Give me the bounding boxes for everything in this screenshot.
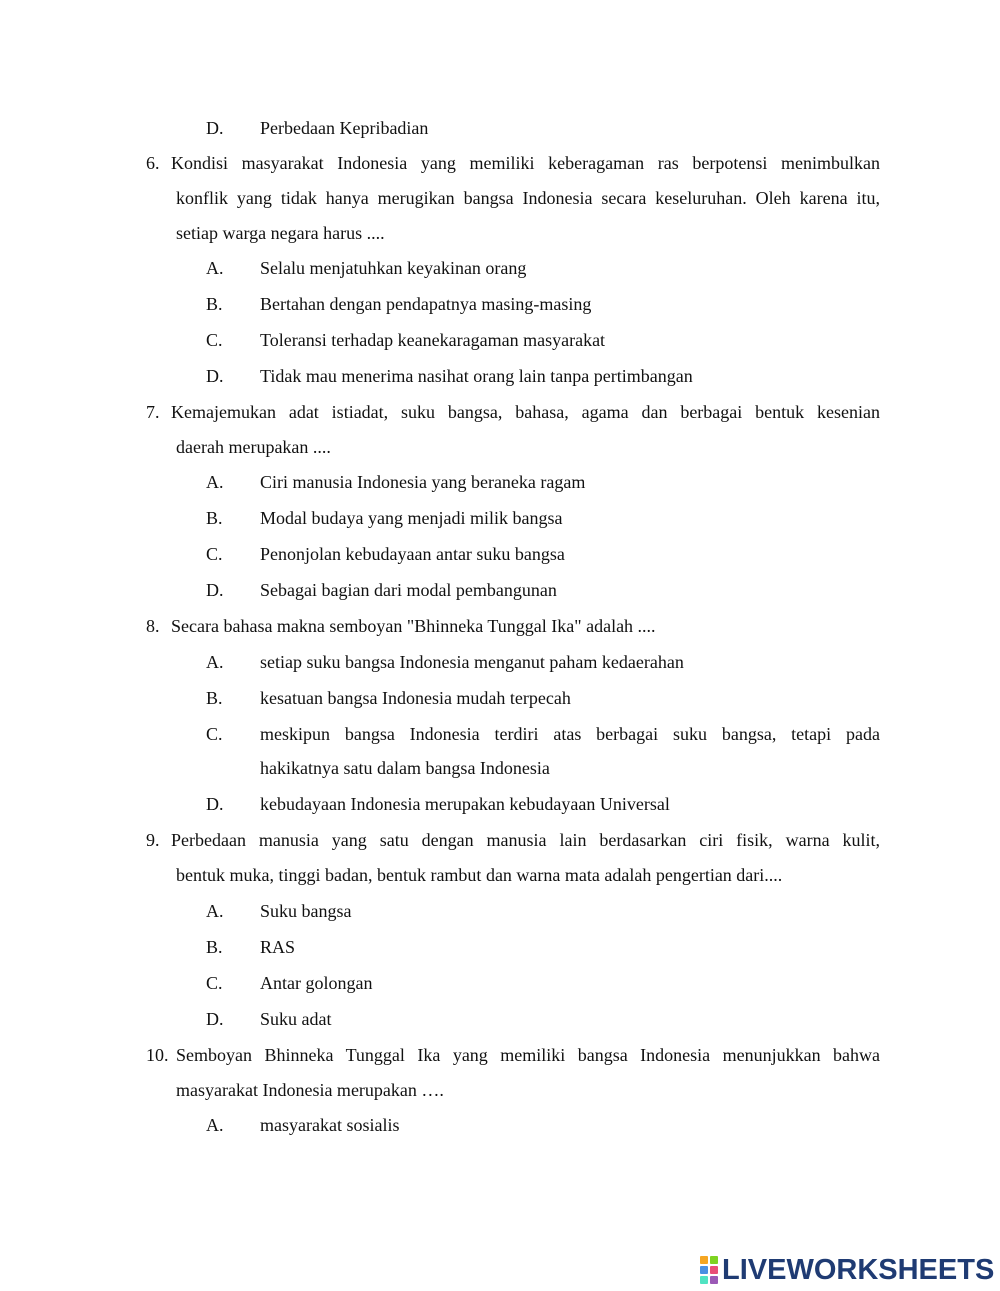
- question-line: bentuk muka, tinggi badan, bentuk rambut dan warna mata adalah pengertian dari....: [176, 865, 783, 885]
- option-text: Antar golongan: [260, 973, 373, 993]
- question-6: [146, 146, 880, 251]
- option-text: Selalu menjatuhkan keyakinan orang: [260, 258, 527, 278]
- option-6b[interactable]: [206, 286, 880, 322]
- option-letter: D.: [206, 366, 224, 386]
- option-9b[interactable]: [206, 929, 880, 965]
- question-line: Kondisi masyarakat Indonesia yang memiliki keberagaman ras berpotensi menimbulkan: [171, 153, 880, 173]
- option-letter: B.: [206, 508, 223, 528]
- option-text: Sebagai bagian dari modal pembangunan: [260, 580, 557, 600]
- option-text: Suku bangsa: [260, 901, 352, 921]
- question-line: Secara bahasa makna semboyan "Bhinneka Tunggal Ika" adalah ....: [171, 616, 656, 636]
- option-6d[interactable]: [206, 358, 880, 394]
- question-line: konflik yang tidak hanya merugikan bangsa Indonesia secara keseluruhan. Oleh karena itu,: [176, 188, 880, 208]
- option-text: RAS: [260, 937, 296, 957]
- option-6c[interactable]: [206, 322, 880, 358]
- option-text: Suku adat: [260, 1009, 332, 1029]
- option-text: Ciri manusia Indonesia yang beraneka ragam: [260, 472, 586, 492]
- option-text: kesatuan bangsa Indonesia mudah terpecah: [260, 688, 571, 708]
- question-line: masyarakat Indonesia merupakan ….: [176, 1080, 444, 1100]
- option-letter: B.: [206, 937, 223, 957]
- option-letter: B.: [206, 688, 223, 708]
- option-letter: C.: [206, 544, 223, 564]
- option-7d[interactable]: [206, 572, 880, 608]
- option-text: kebudayaan Indonesia merupakan kebudayaan Universal: [260, 794, 670, 814]
- option-text: Penonjolan kebudayaan antar suku bangsa: [260, 544, 565, 564]
- question-8: [146, 609, 880, 644]
- question-number: 6.: [146, 153, 160, 173]
- option-letter: A.: [206, 258, 224, 278]
- option-6a[interactable]: [206, 250, 880, 286]
- option-text: Tidak mau menerima nasihat orang lain tanpa pertimbangan: [260, 366, 693, 386]
- question-number: 9.: [146, 830, 160, 850]
- option-7c[interactable]: [206, 536, 880, 572]
- option-8c[interactable]: [206, 716, 880, 786]
- option-letter: D.: [206, 794, 224, 814]
- question-number: 7.: [146, 402, 160, 422]
- option-letter: C.: [206, 330, 223, 350]
- option-8b[interactable]: [206, 680, 880, 716]
- option-text: meskipun bangsa Indonesia terdiri atas berbagai suku bangsa, tetapi pada: [260, 724, 880, 744]
- question-7: [146, 395, 880, 465]
- question-line: Semboyan Bhinneka Tunggal Ika yang memiliki bangsa Indonesia menunjukkan bahwa: [176, 1045, 880, 1065]
- option-letter: B.: [206, 294, 223, 314]
- logo-text: LIVEWORKSHEETS: [722, 1254, 995, 1286]
- question-line: setiap warga negara harus ....: [176, 223, 385, 243]
- logo-mark-icon: [700, 1256, 718, 1284]
- option-letter: D.: [206, 580, 224, 600]
- option-8d[interactable]: [206, 786, 880, 822]
- option-text: Bertahan dengan pendapatnya masing-masing: [260, 294, 592, 314]
- option-letter: A.: [206, 472, 224, 492]
- question-line: Perbedaan manusia yang satu dengan manusia lain berdasarkan ciri fisik, warna kulit,: [171, 830, 880, 850]
- question-number: 8.: [146, 616, 160, 636]
- option-letter: D.: [206, 1009, 224, 1029]
- option-text: setiap suku bangsa Indonesia menganut paham kedaerahan: [260, 652, 684, 672]
- question-number: 10.: [146, 1045, 169, 1065]
- option-letter: A.: [206, 652, 224, 672]
- option-prev-d: [206, 110, 880, 146]
- option-7b[interactable]: [206, 500, 880, 536]
- option-text: Toleransi terhadap keanekaragaman masyarakat: [260, 330, 606, 350]
- question-line: daerah merupakan ....: [176, 437, 331, 457]
- option-text: Modal budaya yang menjadi milik bangsa: [260, 508, 563, 528]
- question-9: [146, 823, 880, 893]
- option-8a[interactable]: [206, 644, 880, 680]
- option-9a[interactable]: [206, 893, 880, 929]
- liveworksheets-logo: [700, 1255, 994, 1285]
- option-letter: D.: [206, 118, 224, 138]
- question-10: [146, 1038, 880, 1108]
- option-10a[interactable]: [206, 1107, 880, 1143]
- question-line: Kemajemukan adat istiadat, suku bangsa, bahasa, agama dan berbagai bentuk kesenian: [171, 402, 880, 422]
- option-9c[interactable]: [206, 965, 880, 1001]
- option-text: masyarakat sosialis: [260, 1115, 400, 1135]
- option-letter: C.: [206, 724, 223, 744]
- option-9d[interactable]: [206, 1001, 880, 1037]
- option-7a[interactable]: [206, 464, 880, 500]
- option-text-continued: hakikatnya satu dalam bangsa Indonesia: [260, 758, 550, 778]
- option-text: Perbedaan Kepribadian: [260, 118, 429, 138]
- option-letter: A.: [206, 901, 224, 921]
- option-letter: C.: [206, 973, 223, 993]
- option-letter: A.: [206, 1115, 224, 1135]
